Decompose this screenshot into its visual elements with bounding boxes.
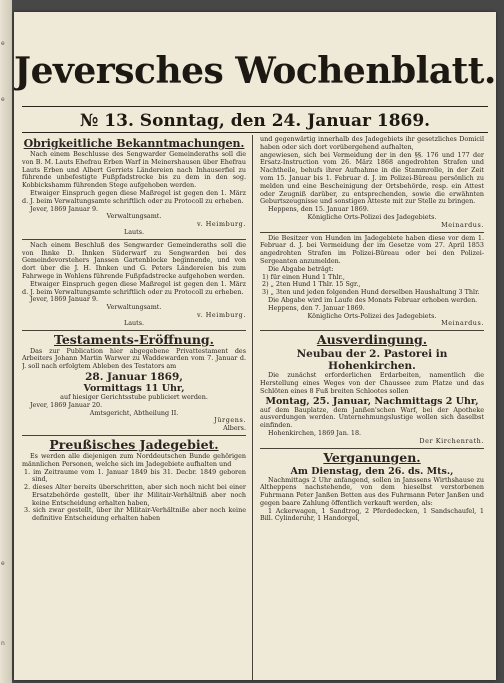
notice-paragraph: 1 Ackerwagen, 1 Sandtrog, 2 Pferdedecken, 1 Sandschaufel, 1 Bill. Cylinderuhr, 1 Handorgel, [260,506,484,523]
divider [260,232,484,233]
notice-place: Heppens, den 7. Januar 1869. [268,303,365,312]
column-separator [252,135,253,680]
notice-signature: Der Kirchenrath. [419,436,484,445]
spine-char: e [1,96,5,103]
notice-signature: Meinardus. [441,220,484,229]
testament-notice [22,333,246,433]
notice-paragraph: und gegenwärtig innerhalb des Jadegebiets ihr gesetzliches Domicil haben oder sich dort vorübergehend aufhalten, [260,136,484,151]
list-item: 1. im Zeitraume vom 1. Januar 1849 bis 31. Decbr. 1849 geboren sind, [24,467,246,484]
notice-signature: v. Heimburg. [197,310,246,319]
dog-tax-notice [260,235,484,329]
notice-signature: Jürgens. [214,416,246,425]
spine-char: e [1,40,5,47]
official-notices [22,137,246,237]
section-heading: Preußisches Jadegebiet. [49,436,219,452]
notice-paragraph: Die Abgabe beträgt: [268,264,334,273]
notice-signature: Meinardus. [441,319,484,328]
notice-paragraph: Nach einem Beschluß des Sengwarder Gemeinderaths soll die von Ihnke D. Ihnken Süderwarf zu Sengwarden bei des Gemeindevorstehers Janssen Gartenblocke beginnende, und von dort über die J. H. Ihnken und G. Peters Ländereien bis zum Fahrwege in Wohlens führende Fußpfadstrecke aufgehoben werden. [22,240,246,280]
notice-court: Amtsgericht, Abtheilung II. [89,408,179,417]
spine-char: n [1,640,5,647]
masthead-title: Jeversches Wochenblatt. [14,50,496,92]
jadegebiet-continued [260,136,484,230]
notice-office: Verwaltungsamt. [106,212,162,221]
list-item: 1) für einen Hund 1 Thlr., [262,272,345,281]
event-date: Am Dienstag, den 26. ds. Mts., [290,465,454,477]
divider [22,330,246,331]
auction-notice [260,451,484,524]
notice-subscript: Lauts. [123,227,145,236]
event-date: 28. Januar 1869, [85,370,183,383]
notice-office: Verwaltungsamt. [106,303,162,312]
notice-paragraph: auf hiesiger Gerichtsstube publiciert werden. [60,392,208,401]
notice-place: Hohenkirchen, 1869 Jan. 18. [268,428,362,437]
notice-paragraph: Etwaiger Einspruch gegen diese Maßregel ist gegen den 1. März d. J. beim Verwaltungsamte schriftlich oder zu Protocoll zu erheben. [22,188,246,205]
notice-place: Jever, 1869 Januar 9. [30,295,99,304]
path-notice [22,242,246,328]
divider [260,448,484,449]
notice-paragraph: Nach einem Beschlusse des Sengwarder Gemeinderaths soll die von B. M. Lauts Ehefrau Erben Warf in Meinershausen über Ehefrau Lauts Erben und Albert Gerriets Ländereien nach Inhauserfiel zu führende unbefestigte Fußpfadstrecke bis zu dem in den sog. Kobbickshamm führenden Stege aufgehoben werden. [22,150,246,190]
notice-paragraph: Nachmittags 2 Uhr anfangend, sollen in Janssens Wirthshause zu Altheppens nachstehende, von dem hieselbst verstorbenen Fuhrmann Peter Janßen Betten aus des Fuhrmann Peter Janßen und gegen baare Zahlung öffentlich verkauft werden, als: [260,475,484,507]
notice-signature: v. Heimburg. [197,220,246,229]
notice-place: Jever, 1869 Januar 9. [30,204,99,213]
section-heading: Verganungen. [323,449,421,465]
notice-subscript: Lauts. [123,318,145,327]
list-item: 2. dieses Alter bereits überschritten, aber sich noch nicht bei einer Ersatzbehörde gestellt, über ihr Militair-Verhältniß aber noch keine Entscheidung erhalten haben, [24,483,246,507]
notice-paragraph: auf dem Bauplatze, dem Janßen'schen Warf, bei der Apotheke ausverdungen werden. Unternehmungslustige wollen sich daselbst einfinden. [260,405,484,430]
right-column [260,136,484,680]
notice-paragraph: Die Abgabe wird im Laufe des Monats Februar erhoben werden. [268,295,478,304]
section-heading: Obrigkeitliche Bekanntmachungen. [23,137,245,150]
left-column [22,136,246,680]
list-item: 2) „ 2ten Hund 1 Thlr. 15 Sgr., [262,280,361,289]
event-date: Montag, 25. Januar, Nachmittags 2 Uhr, [265,395,479,407]
dateline [14,111,496,131]
list-item: 3) „ 3ten und jeden folgenden Hund derselben Haushaltung 3 Thlr. [262,288,480,297]
page-spine [0,0,12,683]
tender-notice [260,333,484,445]
divider [260,330,484,331]
notice-paragraph: angewiesen, sich bei Vermeidung der in den §§. 176 und 177 der Ersatz-Instruction vom 26. März 1868 angedrohten Strafen und Nachtheile, behufs ihrer Aufnahme in die Stammrolle, in der Zeit vom 15. Januar bis 1. Februar d. J. im Polizei-Büreau persönlich zu melden und eine Bescheinigung der Ortsbehörde, resp. ein Attest oder Zeugniß darüber, zu entsprechenden, sowie die erwähnten Geburtszeugnisse und sonstigen Atteste mit zur Stelle zu bringen. [260,150,484,206]
notice-place: Jever, 1869 Januar 20. [30,400,103,409]
notice-subscript: Albers. [223,424,246,433]
notice-paragraph: Die Besitzer von Hunden im Jadegebiete haben diese vor dem 1. Februar d. J. bei Vermeidung der im Gesetze vom 27. April 1853 angedrohten Strafen im Polizei-Büreau oder bei den Polizei-Sergeanten anzumelden. [260,233,484,265]
notice-paragraph: Etwaiger Einspruch gegen diese Maßregel ist gegen den 1. März d. J. beim Verwaltungsamte schriftlich oder zu Protocoll zu erheben. [22,279,246,296]
issue-number: № 13. [79,111,134,131]
notice-paragraph: Es werden alle diejenigen zum Norddeutschen Bunde gehörigen männlichen Personen, welche sich im Jadegebiete aufhalten und [22,451,246,468]
section-heading: Ausverdingung. [316,332,428,348]
event-time: Vormittags 11 Uhr, [83,382,185,394]
notice-office: Königliche Orts-Polizei des Jadegebiets. [307,212,437,221]
tender-title: Neubau der 2. Pastorei in Hohenkirchen. [296,348,448,373]
divider [22,435,246,436]
list-item: 3. sich zwar gestellt, über ihr Militair-Verhältniße aber noch keine definitive Entscheidung erhalten haben [24,506,246,523]
newspaper-page [14,12,496,680]
dateline-rule [22,132,488,133]
notice-paragraph: Das zur Publication hier abgegebene Privattestament des Arbeiters Johann Martin Warwer zu Waddewarden vom 7. Januar d. J. soll nach erfolgtem Ableben des Testators am [22,346,246,371]
spine-char: e [1,560,5,567]
issue-date: Sonntag, den 24. Januar 1869. [139,111,431,131]
section-heading: Testaments-Eröffnung. [53,331,215,347]
notice-office: Königliche Orts-Polizei des Jadegebiets. [307,311,437,320]
notice-place: Heppens, den 15. Januar 1869. [268,205,369,214]
jadegebiet-notice [22,438,246,523]
divider [22,239,246,240]
masthead-rule [22,106,488,107]
notice-paragraph: Die zunächst erforderlichen Erdarbeiten, namentlich die Herstellung eines Weges von der Chaussee zum Platze und das Schlöten eines 8 Fuß breiten Schlootes sollen [260,371,484,395]
